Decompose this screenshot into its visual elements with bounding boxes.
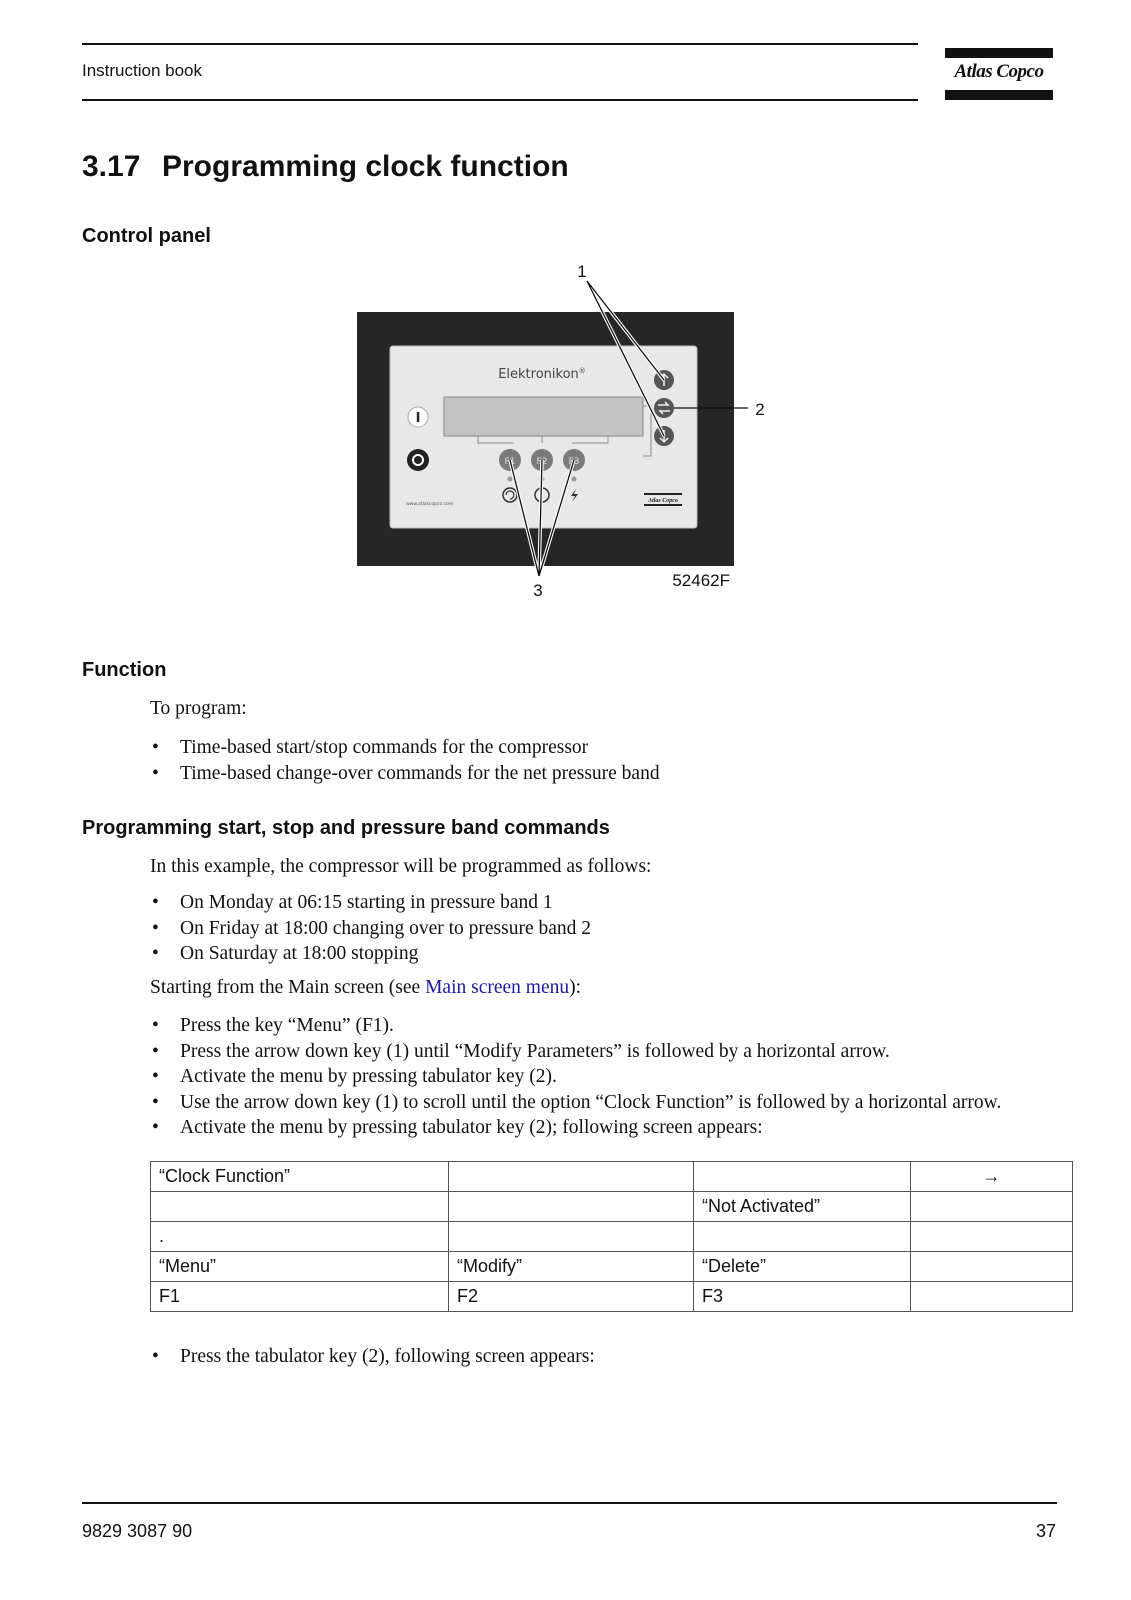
led-3-icon	[572, 477, 577, 482]
table-cell: F2	[449, 1282, 694, 1312]
list-item: • On Monday at 06:15 starting in pressure band 1	[150, 890, 591, 916]
table-row	[151, 1282, 1073, 1312]
start-instruction	[150, 977, 581, 999]
f3-key-label: F3	[568, 457, 580, 467]
atlas-copco-logo	[945, 48, 1053, 100]
list-item: • On Friday at 18:00 changing over to pressure band 2	[150, 916, 591, 942]
table-cell	[911, 1192, 1073, 1222]
step-item: • Activate the menu by pressing tabulator key (2).	[150, 1064, 1001, 1090]
led-1-icon	[508, 477, 513, 482]
start-suffix: ):	[569, 977, 582, 998]
header-title: Instruction book	[82, 61, 203, 80]
control-panel-figure	[340, 258, 800, 622]
tab-key	[654, 398, 674, 418]
steps-list	[150, 1013, 1001, 1141]
control-panel-heading: Control panel	[82, 225, 211, 247]
table-cell: .	[151, 1222, 449, 1252]
table-cell	[694, 1162, 911, 1192]
table-cell: “Modify”	[449, 1252, 694, 1282]
programming-heading: Programming start, stop and pressure band commands	[82, 817, 610, 839]
list-item: • Time-based start/stop commands for the compressor	[150, 735, 660, 761]
table-cell	[694, 1222, 911, 1252]
table-cell: “Menu”	[151, 1252, 449, 1282]
figure-code: 52462F	[672, 571, 730, 590]
stop-button	[407, 449, 429, 471]
table-row	[151, 1222, 1073, 1252]
callout-3: 3	[533, 581, 543, 600]
step-item: • Press the tabulator key (2), following screen appears:	[150, 1344, 595, 1370]
header-bottom-rule	[82, 99, 918, 101]
table-cell	[449, 1192, 694, 1222]
panel-display	[444, 397, 643, 436]
table-cell	[911, 1282, 1073, 1312]
start-symbol: I	[415, 411, 421, 426]
function-intro: To program:	[150, 698, 247, 719]
logo-top-bar	[945, 48, 1053, 58]
table-cell	[911, 1252, 1073, 1282]
table-cell: “Clock Function”	[151, 1162, 449, 1192]
main-screen-menu-link[interactable]: Main screen menu	[425, 977, 570, 998]
function-heading: Function	[82, 659, 167, 681]
f2-key-label: F2	[536, 457, 548, 467]
document-number: 9829 3087 90	[82, 1521, 193, 1541]
table-cell	[151, 1192, 449, 1222]
panel-website: www.atlascopco.com	[406, 502, 454, 507]
example-list	[150, 890, 591, 967]
function-list	[150, 735, 660, 786]
logo-text: Atlas Copco	[954, 61, 1044, 82]
list-item: • On Saturday at 18:00 stopping	[150, 941, 591, 967]
start-prefix: Starting from the Main screen (see	[150, 977, 426, 998]
step-item: • Activate the menu by pressing tabulator key (2); following screen appears:	[150, 1115, 1001, 1141]
footer-rule	[82, 1502, 1057, 1504]
section-title	[82, 150, 569, 184]
table-cell	[449, 1162, 694, 1192]
control-panel-diagram	[340, 258, 800, 622]
section-title-text: Programming clock function	[162, 150, 569, 183]
right-arrow-icon: →	[911, 1162, 1073, 1192]
table-cell: F3	[694, 1282, 911, 1312]
step-item: • Press the arrow down key (1) until “Modify Parameters” is followed by a horizontal arrow.	[150, 1039, 1001, 1065]
panel-logo-text: Atlas Copco	[648, 498, 678, 504]
section-number: 3.17	[82, 150, 141, 183]
f1-key-label: F1	[504, 457, 516, 467]
table-cell: F1	[151, 1282, 449, 1312]
list-item: • Time-based change-over commands for the net pressure band	[150, 761, 660, 787]
callout-1: 1	[577, 262, 587, 281]
table-row	[151, 1192, 1073, 1222]
table-row	[151, 1252, 1073, 1282]
after-table-list	[150, 1344, 595, 1370]
table-cell: “Not Activated”	[694, 1192, 911, 1222]
panel-brand-text: Elektronikon®	[498, 367, 586, 382]
step-item: • Use the arrow down key (1) to scroll until the option “Clock Function” is followed by a horizontal arrow.	[150, 1090, 1001, 1116]
table-cell	[449, 1222, 694, 1252]
programming-intro: In this example, the compressor will be programmed as follows:	[150, 856, 652, 877]
step-item: • Press the key “Menu” (F1).	[150, 1013, 1001, 1039]
panel-logo-bottom-bar	[644, 504, 682, 506]
clock-function-screen-table	[150, 1161, 1073, 1312]
table-cell	[911, 1222, 1073, 1252]
header-top-rule	[82, 43, 918, 45]
table-row	[151, 1162, 1073, 1192]
page-number: 37	[1035, 1521, 1056, 1541]
panel-logo-top-bar	[644, 493, 682, 495]
table-cell: “Delete”	[694, 1252, 911, 1282]
logo-bottom-bar	[945, 90, 1053, 100]
callout-2: 2	[755, 400, 765, 419]
